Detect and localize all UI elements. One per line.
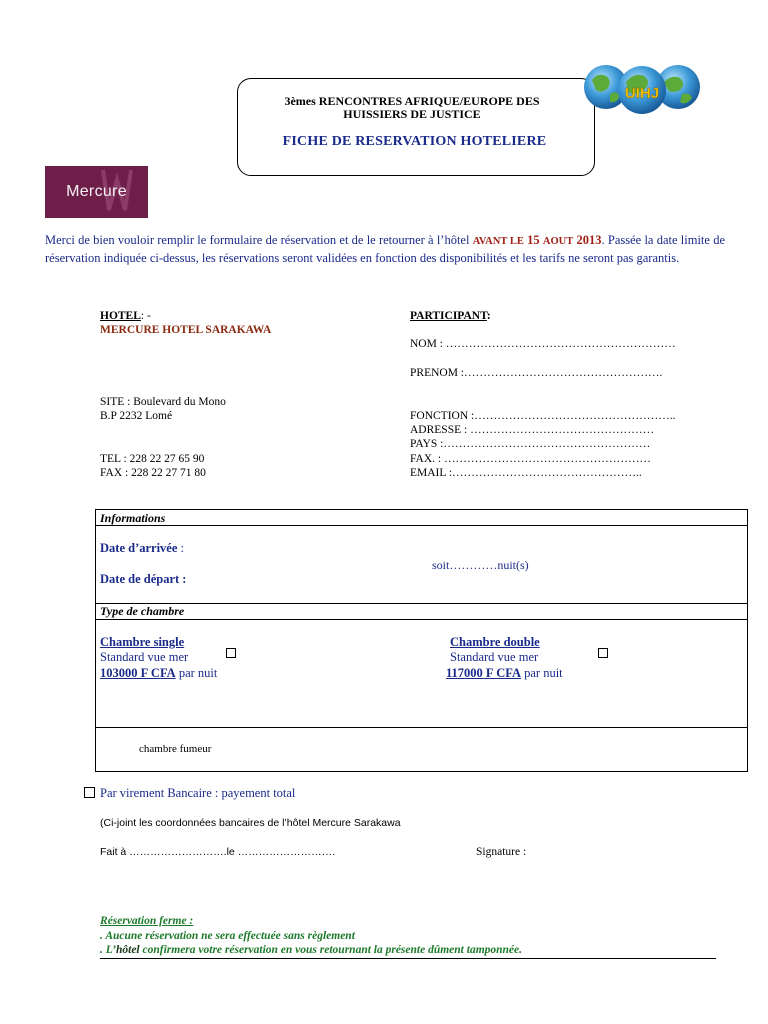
pays-field[interactable]: PAYS :……………………………………………… <box>410 438 651 450</box>
hotel-bp: B.P 2232 Lomé <box>100 410 173 422</box>
single-room-price: 103000 F CFA par nuit <box>100 666 218 680</box>
header-box <box>237 78 595 176</box>
departure-date-field[interactable]: Date de départ : <box>100 572 187 586</box>
footer-line-confirmation: . L’hôtel confirmera votre réservation en vous retournant la présente dûment tamponnée. <box>100 944 523 956</box>
informations-header-row <box>95 509 748 526</box>
firm-reservation-title: Réservation ferme : <box>100 915 194 927</box>
mercure-logo <box>45 166 148 218</box>
intro-warning: Passée la date limite de réservation indiquée ci-dessus, les réservations seront validées en fonction des disponibilités et les tarifs ne seront pas garantis. <box>45 233 725 265</box>
double-room-checkbox[interactable] <box>598 648 608 658</box>
double-room-title: Chambre double <box>450 635 540 649</box>
hotel-tel: TEL : 228 22 27 65 90 <box>100 453 205 465</box>
intro-paragraph: Merci de bien vouloir remplir le formulaire de réservation et de le retourner à l’hôtel AVANT LE 15 AOUT 2013. Passée la date limite de réservation indiquée ci-dessus, les réservations seront validées en fonction des disponibilités et les tarifs ne seront pas garantis. <box>45 233 725 265</box>
fax-field[interactable]: FAX. : ……………………………………………… <box>410 453 651 465</box>
double-room-price: 117000 F CFA par nuit <box>446 666 563 680</box>
participant-label: PARTICIPANT: <box>410 310 491 322</box>
hotel-fax: FAX : 228 22 27 71 80 <box>100 467 206 479</box>
adresse-field[interactable]: ADRESSE : ………………………………………… <box>410 424 655 436</box>
fait-a-field[interactable]: Fait à ……………………….le ………………………. <box>100 846 336 858</box>
arrival-date-field[interactable]: Date d’arrivée : <box>100 541 185 555</box>
event-title-line1: 3èmes RENCONTRES AFRIQUE/EUROPE DES <box>284 94 540 108</box>
hotel-name: MERCURE HOTEL SARAKAWA <box>100 324 272 336</box>
signature-field[interactable]: Signature : <box>476 846 527 858</box>
email-field[interactable]: EMAIL :………………………………………….. <box>410 467 642 479</box>
uihj-logo <box>582 60 706 116</box>
informations-heading: Informations <box>100 511 166 525</box>
event-title-line2: HUISSIERS DE JUSTICE <box>343 107 481 121</box>
footer-rule <box>100 958 716 959</box>
prenom-field[interactable]: PRENOM :……………………………………………. <box>410 367 663 379</box>
room-type-header-row <box>95 603 748 620</box>
single-room-title: Chambre single <box>100 635 185 649</box>
mercure-logo-text: Mercure <box>66 183 127 200</box>
smoking-room-label: chambre fumeur <box>139 743 212 755</box>
nights-field[interactable]: soit…………nuit(s) <box>432 558 529 572</box>
hotel-site: SITE : Boulevard du Mono <box>100 396 226 408</box>
informations-body <box>95 525 748 604</box>
footer-line-payment: . Aucune réservation ne sera effectuée sans règlement <box>100 930 355 942</box>
single-room-checkbox[interactable] <box>226 648 236 658</box>
bank-transfer-checkbox[interactable] <box>84 787 95 798</box>
room-type-heading: Type de chambre <box>100 604 185 618</box>
double-room-view: Standard vue mer <box>450 650 539 664</box>
event-title <box>237 95 587 121</box>
single-room-view: Standard vue mer <box>100 650 189 664</box>
bank-details-note: (Ci-joint les coordonnées bancaires de l’hôtel Mercure Sarakawa <box>100 817 401 829</box>
svg-text:UIHJ: UIHJ <box>624 85 660 102</box>
bank-transfer-label: Par virement Bancaire : payement total <box>100 786 296 800</box>
intro-text: Merci de bien vouloir remplir le formulaire de réservation et de le retourner à l’hôtel <box>45 233 473 247</box>
globe-icon <box>582 60 706 116</box>
fonction-field[interactable]: FONCTION :…………………………………………….. <box>410 410 676 422</box>
hotel-label: HOTEL: - <box>100 310 151 322</box>
nom-field[interactable]: NOM : …………………………………………………… <box>410 338 676 350</box>
deadline: AVANT LE 15 AOUT 2013 <box>472 233 602 247</box>
form-title: FICHE DE RESERVATION HOTELIERE <box>282 134 547 149</box>
